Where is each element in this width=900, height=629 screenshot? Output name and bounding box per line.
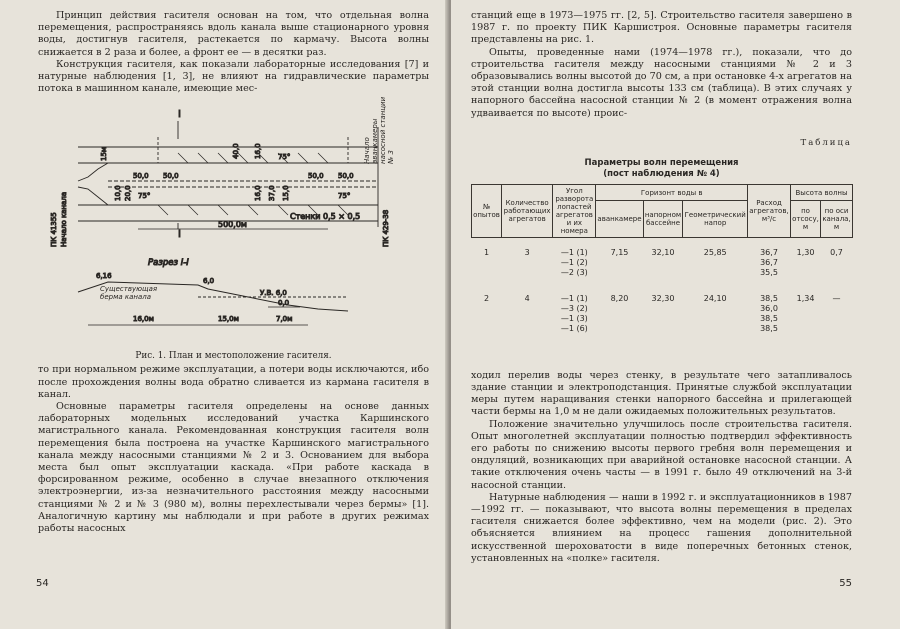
dim-400: 40,0 xyxy=(232,143,240,160)
flow-value: 36,7 xyxy=(760,257,778,267)
elev-00: 0,0 xyxy=(278,299,290,308)
cell-avancamera: 8,20 xyxy=(610,293,629,303)
dim-15: 15,0 xyxy=(282,185,290,202)
cell-rel-level: 1,30 xyxy=(796,247,815,257)
pump-station-label: Начало аванкамеры насосной станции № 3 xyxy=(363,97,395,165)
cell-units: 3 xyxy=(524,247,530,257)
cell-avancamera: 7,15 xyxy=(610,247,629,257)
table-row xyxy=(472,280,853,364)
dim-160m: 16,0м xyxy=(133,315,154,324)
angle-value: —1 (2) xyxy=(560,257,588,267)
angle-value: —1 (6) xyxy=(560,323,588,333)
header-num: № опытов xyxy=(472,184,502,237)
angle-3: 75° xyxy=(338,192,351,201)
cell-flows xyxy=(747,237,790,280)
dim-50-2: 50,0 xyxy=(163,172,179,181)
flow-value: 38,5 xyxy=(760,293,778,303)
figure-drawing xyxy=(38,97,430,347)
pk-left-sub: Начало канала xyxy=(60,192,68,248)
dim-37: 37,0 xyxy=(268,185,276,202)
header-geometric: Геометрический напор xyxy=(683,201,748,238)
angle-value: —1 (3) xyxy=(560,313,588,323)
dim-150m: 15,0м xyxy=(218,315,239,324)
figure-caption: Рис. 1. План и местоположение гасителя. xyxy=(135,351,332,362)
header-wave-height: Высота волны xyxy=(791,184,853,200)
table-row xyxy=(472,237,853,280)
paragraph-observations: Натурные наблюдения — наши в 1992 г. и эксплуатационников в 1987—1992 гг. — показывают, что высота волны перемещения в пределах гасителя снижается более эффективно, чем на модели (рис. 2). Это объясняется влиянием на процесс гашения дополнительной искусственной шероховатости в виде поперечных бетонных стенок, установленных на «полке» гасителя. xyxy=(471,491,852,564)
header-angle: Угол разворота лопастей агрегатов и их номера xyxy=(553,184,596,237)
pk-left: ПК 41355 xyxy=(50,212,58,248)
cell-geometric: 25,85 xyxy=(703,247,727,257)
flow-value: 38,5 xyxy=(760,313,778,323)
flow-value: 35,5 xyxy=(760,267,778,277)
figure-plan xyxy=(38,97,429,347)
section-mark-top: I xyxy=(178,109,181,121)
cell-angles xyxy=(553,280,596,364)
angle-value: —1 (1) xyxy=(560,293,588,303)
pk-right: ПК 429-38 xyxy=(382,210,390,248)
cell-flows xyxy=(747,280,790,364)
cell-units: 4 xyxy=(524,293,530,303)
cell-rel-level: 1,34 xyxy=(796,293,815,303)
table-title xyxy=(471,158,852,180)
elev-60: 6,0 xyxy=(203,277,215,286)
dim-16a: 16,0 xyxy=(254,143,262,160)
uv-label: У.В. 6,0 xyxy=(260,289,287,298)
page-number-left: 54 xyxy=(36,578,49,589)
dim-50-4: 50,0 xyxy=(338,172,354,181)
bank-hatching xyxy=(158,153,351,215)
section-mark-bottom: I xyxy=(178,229,181,241)
header-rel-level: по отсосу, м xyxy=(791,201,821,238)
cell-by-channel: — xyxy=(832,293,841,303)
angle-value: —1 (1) xyxy=(560,247,588,257)
dim-50-3: 50,0 xyxy=(308,172,324,181)
parameters-table xyxy=(471,184,853,364)
angle-value: —3 (2) xyxy=(560,303,588,313)
dim-10: 10,0 xyxy=(114,185,122,202)
table-title-line-2: (пост наблюдения № 4) xyxy=(603,168,720,179)
cell-num: 1 xyxy=(483,247,490,257)
header-pressure-basin: напорном бассейне xyxy=(643,201,683,238)
elev-616: 6,16 xyxy=(96,272,112,281)
cell-pressure-basin: 32,10 xyxy=(651,247,675,257)
header-units: Количество работающих агрегатов xyxy=(502,184,553,237)
cell-by-channel: 0,7 xyxy=(830,247,843,257)
paragraph-main: Основные параметры гасителя определены на основе данных лабораторных модельных исследований участка Каршинского магистрального канала. Рекомендованная конструкция гасителя волн перемещения была построена на участке Каршинского магистрального канала между насосными станциями № 2 и 3. Основанием для выбора места был опыт эксплуатации каскада. «При работе каскада в форсированном режиме, особенно в случае внезапного отключения электроэнергии, из-за незначительного расстояния между насосными станциями № 2 и № 3 (980 м), волны перехлестывали через бермы» [1]. Аналогичную картину мы наблюдали и при работе в других режимах работы насосных xyxy=(38,401,429,535)
table-label: Таблица xyxy=(800,137,852,148)
paragraph-improvement: Положение значительно улучшилось после строительства гасителя. Опыт многолетней эксплуатации полностью подтвердил эффективность его работы по снижению высоты первого гребня волн перемещения и ондуляций, возникающих при аварийной остановке насосной станции. А такие отключения очень часты — в 1991 г. было 49 отключений на 3-й насосной станции. xyxy=(471,418,852,491)
angle-1: 75° xyxy=(278,153,291,162)
page-number-right: 55 xyxy=(839,578,852,589)
paragraph-experiments: Опыты, проведенные нами (1974—1978 гг.), показали, что до строительства гасителя между насосными станциями № 2 и 3 образовывались волны высотой до 70 см, а при остановке 4-х агрегатов на этой станции волна достигла высоты 133 см (таблица). В этих случаях у напорного бассейна насосной станции № 2 (в момент отражения волна удваивается по высоте) проис- xyxy=(471,46,852,119)
paragraph-start: станций еще в 1973—1975 гг. [2, 5]. Строительство гасителя завершено в 1987 г. по проекту ПИК Каршистроя. Основные параметры гасителя представлены на рис. 1. xyxy=(471,10,852,46)
header-flow: Расход агрегатов, м³/с xyxy=(747,184,790,237)
table-title-line-1: Параметры волн перемещения xyxy=(584,157,739,168)
left-page xyxy=(0,0,449,629)
dim-70m: 7,0м xyxy=(276,315,293,324)
berm-label: Существующая берма канала xyxy=(100,285,158,302)
header-by-channel: по оси канала, м xyxy=(821,201,853,238)
flow-value: 36,0 xyxy=(760,303,778,313)
walls-label: Стенки 0,5 × 0,5 xyxy=(290,212,361,222)
section-title: Разрез I-I xyxy=(148,258,189,269)
paragraph-construction: Конструкция гасителя, как показали лабораторные исследования [7] и натурные наблюдения [1, 3], не влияют на гидравлические параметры потока в машинном канале, имеющие мес- xyxy=(38,58,429,95)
header-horizon: Горизонт воды в xyxy=(596,184,748,200)
dim-20: 20,0 xyxy=(124,185,132,202)
paragraph-continuation: то при нормальном режиме эксплуатации, а потери воды исключаются, ибо после прохождения волны вода обратно сливается из кармана гасителя в канал. xyxy=(38,364,429,400)
dim-500: 500,0м xyxy=(218,220,247,230)
cell-angles xyxy=(553,237,596,280)
cell-num: 2 xyxy=(483,293,490,303)
paragraph-intro: Принцип действия гасителя основан на том, что отдельная волна перемещения, распространяясь вдоль канала выше стационарного уровня воды, достигнув гасителя, растекается по кармачу. Высота волны снижается в 2 раза и более, а фронт ее — в десятки раз. xyxy=(38,10,429,58)
dim-50-1: 50,0 xyxy=(133,172,149,181)
flow-value: 38,5 xyxy=(760,323,778,333)
cell-pressure-basin: 32,30 xyxy=(651,293,675,303)
flow-value: 36,7 xyxy=(760,247,778,257)
angle-2: 75° xyxy=(138,192,151,201)
paragraph-overflow: ходил перелив воды через стенку, в результате чего затапливалось здание станции и электроподстанция. Принятые службой эксплуатации меры путем наращивания стенки напорного бассейна и прилегающей части бермы на 1,0 м не дали ожидаемых положительных результатов. xyxy=(471,369,852,418)
dim-16b: 16,0 xyxy=(254,185,262,202)
cell-geometric: 24,10 xyxy=(703,293,727,303)
header-avancamera: аванкамере xyxy=(596,201,643,238)
angle-value: —2 (3) xyxy=(560,267,588,277)
right-page xyxy=(451,0,900,629)
m15-label: 15м xyxy=(100,147,108,162)
